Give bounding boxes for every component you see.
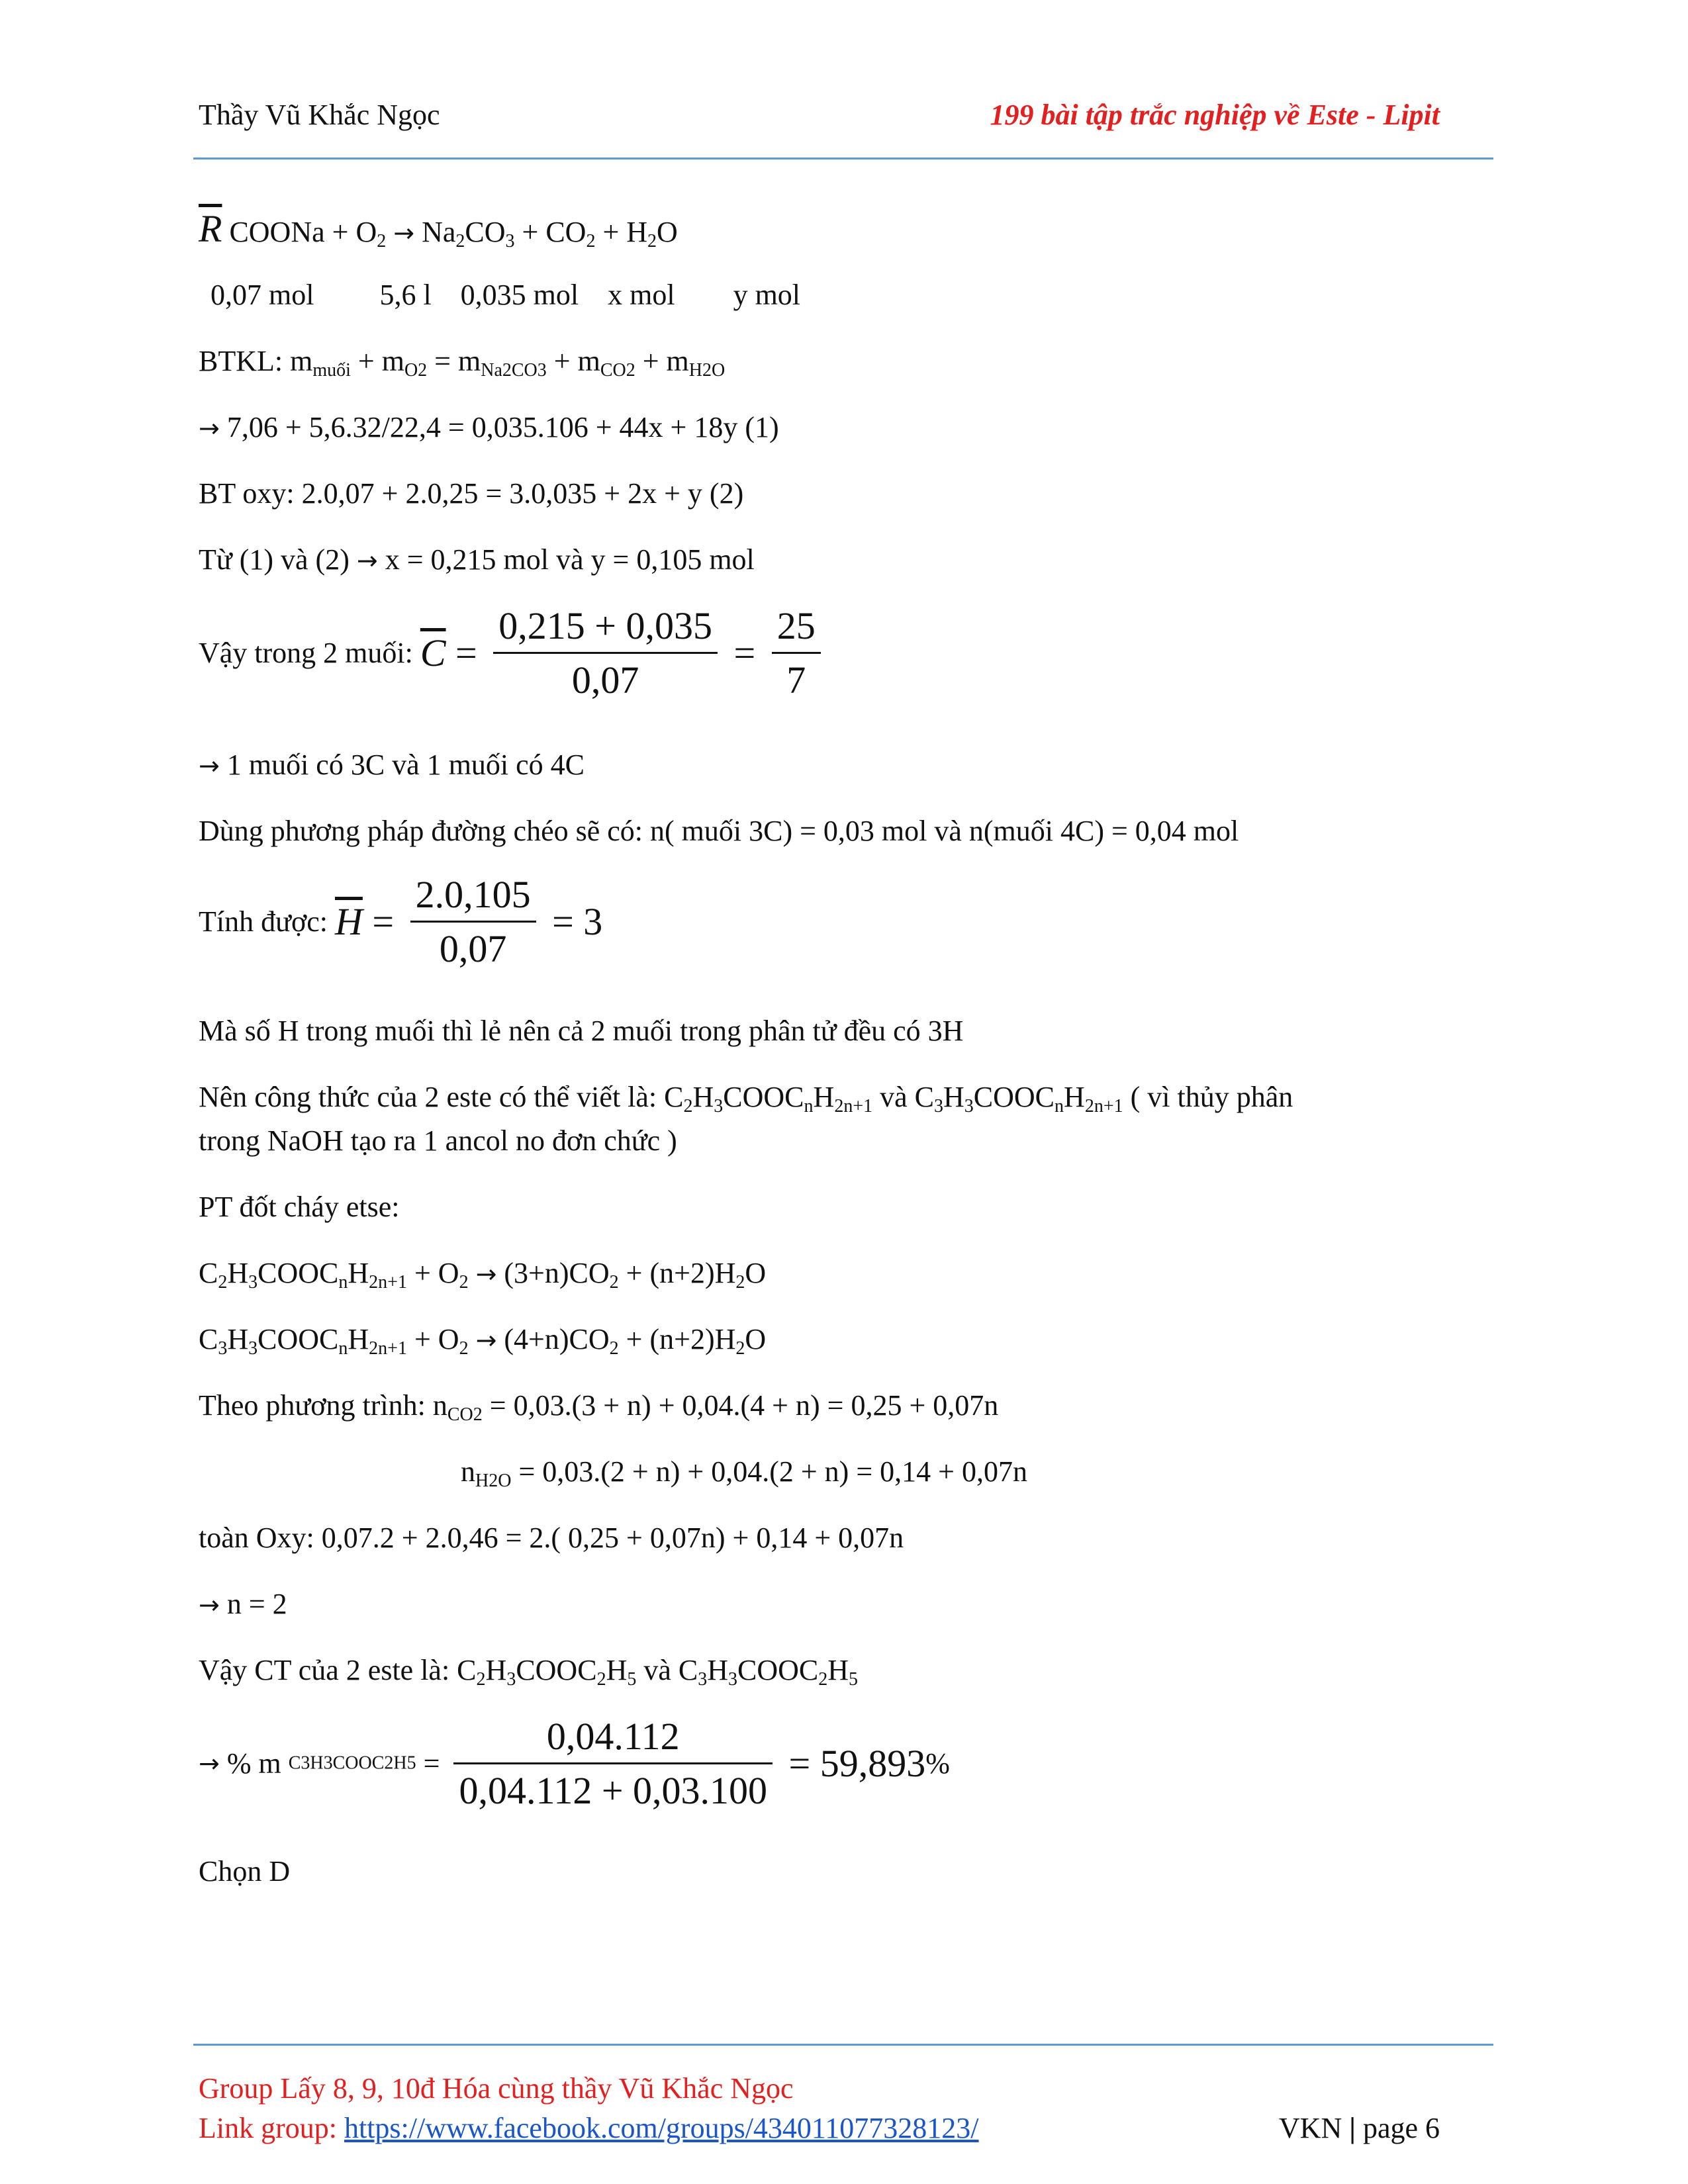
fraction-hydrogen: $\frac{2.0,105}{0,07}$: [410, 872, 536, 971]
hydrogen-note: Mà số H trong muối thì lẻ nên cả 2 muối trong phân tử đều có 3H: [199, 1015, 964, 1047]
arrow-icon: →: [393, 218, 415, 248]
equation-2: BT oxy: 2.0,07 + 2.0,25 = 3.0,035 + 2x + y (2): [199, 477, 744, 510]
ester-result: Vậy CT của 2 este là: $C_2H_3COOC_2H_5$ và $C_3H_3COOC_2H_5$: [199, 1654, 859, 1690]
h-bar-symbol: $\overline{H}$: [334, 900, 363, 943]
footer-link-line: Link group: https://www.facebook.com/groups/434011077328123/: [199, 2112, 979, 2144]
average-hydrogen: Tính được: $\overline{H}$ = $\frac{2.0,105}{0,07}$ = 3: [199, 873, 603, 970]
combustion-heading: PT đốt cháy etse:: [199, 1191, 400, 1223]
fraction-percent: $\frac{0,04.112}{0,04.112 + 0,03.100}$: [453, 1714, 773, 1813]
arrow-icon: →: [199, 1590, 220, 1619]
arrow-icon: →: [475, 1326, 497, 1355]
mass-conservation: BTKL: $m_{muối} + m_{O2} = m_{Na2CO3} + m_{CO2} + m_{H2O}$: [199, 345, 726, 381]
fraction-result: $\frac{25}{7}$: [772, 604, 821, 702]
oxygen-balance: toàn Oxy: 0,07.2 + 2.0,46 = 2.( 0,25 + 0,07n) + 0,14 + 0,07n: [199, 1522, 904, 1554]
fraction-carbon: $\frac{0,215 + 0,035}{0,07}$: [493, 604, 718, 702]
mass-percent: → % m C3H3COOC2H5 = $\frac{0,04.112}{0,04.112 + 0,03.100}$ = 59,893%: [199, 1715, 950, 1812]
arrow-icon: →: [199, 751, 220, 780]
n-result: → n = 2: [199, 1588, 287, 1620]
reaction-salt-combustion: $\overline{R}$ COONa + $O_2 \to Na_2CO_3 + CO_2 + H_2O$: [199, 207, 678, 251]
footer-group: Group Lấy 8, 9, 10đ Hóa cùng thầy Vũ Khắc Ngọc: [199, 2072, 794, 2105]
arrow-icon: →: [356, 546, 378, 575]
r-bar-symbol: $\overline{R}$: [199, 207, 222, 250]
c-bar-symbol: $\overline{C}$: [420, 631, 446, 674]
average-carbon: Vậy trong 2 muối: $\overline{C}$ = $\frac{0,215 + 0,035}{0,07}$ = $\frac{25}{7}$: [199, 604, 827, 702]
header-divider: [193, 158, 1493, 159]
cross-method: Dùng phương pháp đường chéo sẽ có: n( muối 3C) = 0,03 mol và n(muối 4C) = 0,04 mol: [199, 815, 1239, 847]
conclusion-carbon: → 1 muối có 3C và 1 muối có 4C: [199, 749, 585, 781]
arrow-icon: →: [475, 1259, 497, 1289]
header-title: 199 bài tập trắc nghiệp về Este - Lipit: [990, 99, 1440, 131]
ester-formula: Nên công thức của 2 este có thể viết là: $C_2H_3COOC_nH_{2n+1}$ và $C_3H_3COOC_nH_{2n+1}$ ( vì thủy phân: [199, 1081, 1293, 1116]
reaction-ester-1: $C_2H_3COOC_nH_{2n+1} + O_2 \to (3+n)CO_2 + (n+2)H_2O$: [199, 1257, 767, 1293]
moles-h2o: $n_{H2O} = 0,03.(2 + n) + 0,04.(2 + n) = 0,14 + 0,07n$: [461, 1455, 1027, 1491]
moles-co2: Theo phương trình: $n_{CO2} = 0,03.(3 + n) + 0,04.(4 + n) = 0,25 + 0,07n$: [199, 1389, 999, 1425]
equation-1: → 7,06 + 5,6.32/22,4 = 0,035.106 + 44x + 18y (1): [199, 411, 779, 443]
solution-xy: Từ (1) và (2) → x = 0,215 mol và y = 0,105 mol: [199, 543, 755, 576]
answer: Chọn D: [199, 1855, 291, 1888]
footer-divider: [193, 2044, 1493, 2046]
header-author: Thầy Vũ Khắc Ngọc: [199, 99, 440, 131]
arrow-icon: →: [199, 1749, 220, 1778]
ester-formula-cont: trong NaOH tạo ra 1 ancol no đơn chức ): [199, 1124, 677, 1157]
group-link[interactable]: https://www.facebook.com/groups/434011077328123/: [344, 2112, 979, 2144]
arrow-icon: →: [199, 414, 220, 443]
reaction-ester-2: $C_3H_3COOC_nH_{2n+1} + O_2 \to (4+n)CO_2 + (n+2)H_2O$: [199, 1323, 767, 1359]
mole-values: 0,07 mol 5,6 l 0,035 mol x mol y mol: [211, 279, 801, 311]
page-number: VKN | page 6: [1278, 2112, 1440, 2144]
